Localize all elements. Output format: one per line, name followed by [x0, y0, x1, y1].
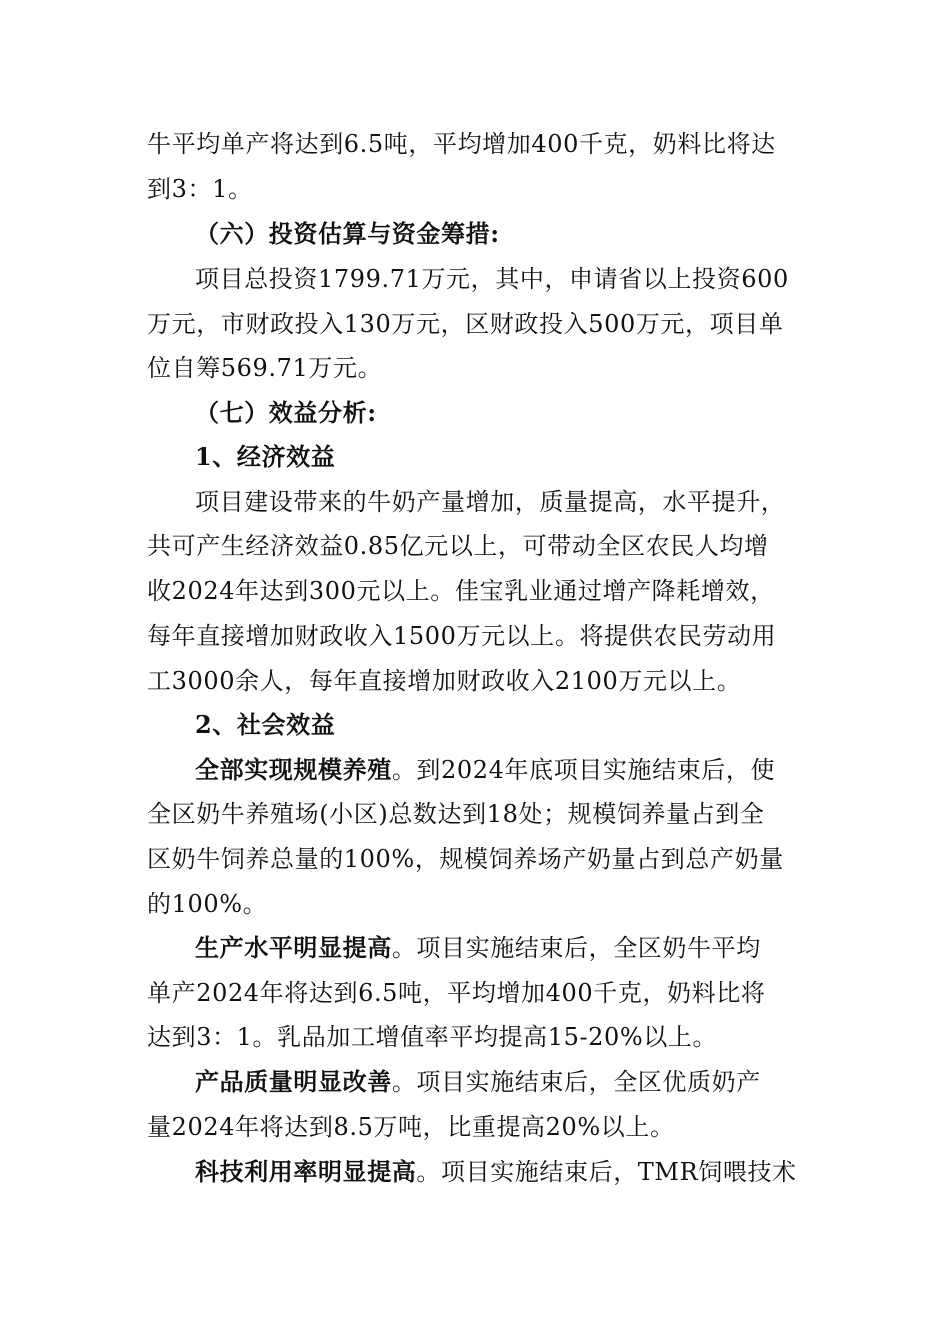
body-text-line: 项目建设带来的牛奶产量增加，质量提高，水平提升，	[195, 488, 786, 516]
paragraph-lead-line	[195, 1156, 797, 1188]
body-text-line: 共可产生经济效益0.85亿元以上，可带动全区农民人均增	[147, 532, 769, 560]
paragraph-lead-rest: 。项目实施结束后，全区优质奶产	[391, 1068, 761, 1096]
paragraph-lead-line	[195, 754, 775, 786]
paragraph-lead-bold: 科技利用率明显提高	[195, 1157, 417, 1186]
body-text-line: 全区奶牛养殖场(小区)总数达到18处；规模饲养量占到全	[147, 800, 765, 828]
paragraph-lead-bold: 全部实现规模养殖	[195, 755, 392, 784]
body-text-line: 牛平均单产将达到6.5吨，平均增加400千克，奶料比将达	[147, 130, 776, 158]
body-text-line: 万元，市财政投入130万元，区财政投入500万元，项目单	[147, 310, 784, 338]
paragraph-lead-line	[195, 932, 761, 964]
section-heading-investment: （六）投资估算与资金筹措:	[195, 219, 500, 248]
paragraph-lead-line	[195, 1066, 761, 1098]
paragraph-lead-rest: 。到2024年底项目实施结束后，使	[391, 756, 776, 784]
section-heading-benefit-analysis: （七）效益分析:	[195, 398, 377, 427]
body-text-line: 每年直接增加财政收入1500万元以上。将提供农民劳动用	[147, 622, 777, 650]
body-text-line: 量2024年将达到8.5万吨，比重提高20%以上。	[147, 1113, 675, 1141]
subsection-heading-social: 2、社会效益	[195, 710, 336, 739]
body-text-line: 项目总投资1799.71万元，其中，申请省以上投资600	[195, 265, 789, 293]
body-text-line: 位自筹569.71万元。	[147, 354, 383, 382]
paragraph-lead-bold: 生产水平明显提高	[195, 933, 392, 962]
body-text-line: 达到3：1。乳品加工增值率平均提高15-20%以上。	[147, 1023, 718, 1051]
subsection-heading-economic: 1、经济效益	[195, 442, 336, 471]
paragraph-lead-bold: 产品质量明显改善	[195, 1067, 392, 1096]
body-text-line: 的100%。	[147, 890, 268, 918]
body-text-line: 收2024年达到300元以上。佳宝乳业通过增产降耗增效，	[147, 577, 775, 605]
paragraph-lead-rest: 。项目实施结束后，TMR饲喂技术	[416, 1158, 797, 1186]
body-text-line: 单产2024年将达到6.5吨，平均增加400千克，奶料比将	[147, 979, 766, 1007]
body-text-line: 到3：1。	[147, 175, 253, 203]
body-text-line: 工3000余人，每年直接增加财政收入2100万元以上。	[147, 667, 742, 695]
body-text-line: 区奶牛饲养总量的100%，规模饲养场产奶量占到总产奶量	[147, 845, 784, 873]
paragraph-lead-rest: 。项目实施结束后，全区奶牛平均	[391, 934, 761, 962]
